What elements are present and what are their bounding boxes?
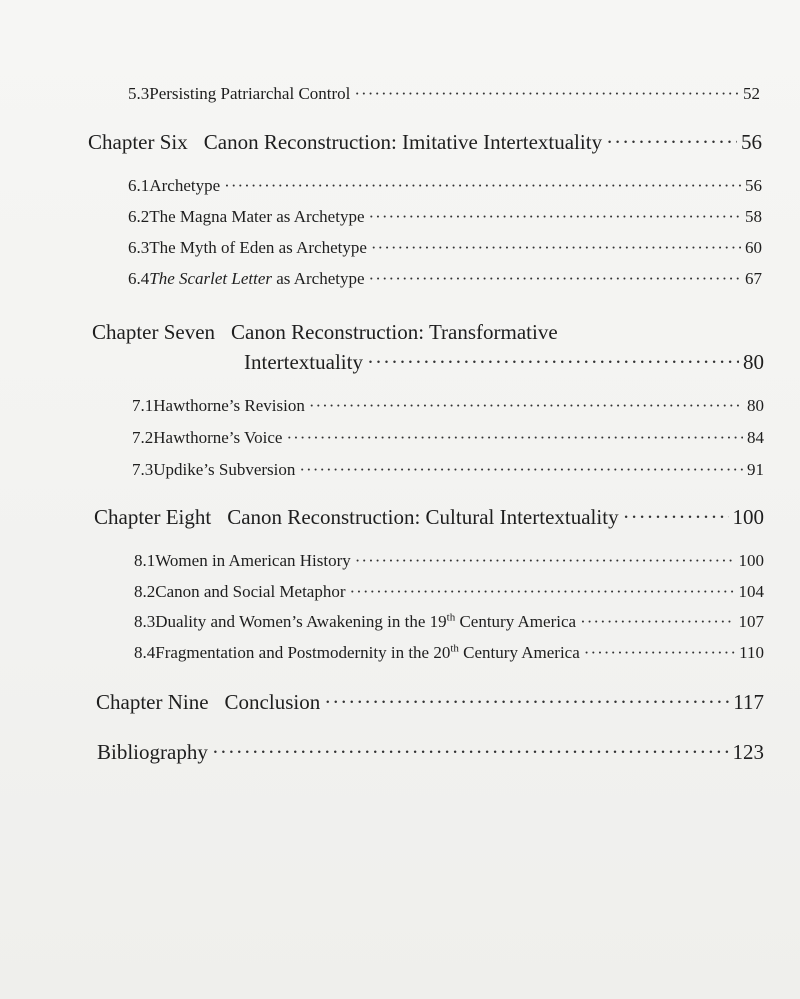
section-title: Hawthorne’s Revision [153, 396, 305, 415]
section-number: 7.1 [132, 396, 154, 415]
section-title [149, 269, 364, 289]
toc-entry-8-3 [134, 612, 764, 632]
leader-dots [224, 176, 741, 196]
page-number: 84 [747, 428, 764, 447]
section-number: 8.1 [134, 551, 156, 570]
chapter-title-line2: Intertextuality [244, 350, 363, 374]
leader-dots [623, 505, 729, 530]
leader-dots [350, 582, 735, 602]
section-number: 7.3 [132, 460, 154, 479]
page-number: 104 [738, 582, 764, 601]
leader-dots [584, 643, 735, 663]
section-number: 5.3 [128, 84, 150, 103]
toc-entry-8-1 [134, 551, 764, 571]
chapter-label: Chapter Six [88, 130, 188, 154]
chapter-label: Chapter Seven [92, 320, 216, 344]
page-number: 67 [745, 269, 762, 288]
toc-chapter-seven-line1 [92, 320, 764, 345]
section-title: The Myth of Eden as Archetype [149, 238, 367, 257]
page-number: 60 [745, 238, 762, 257]
page-number: 56 [741, 130, 762, 154]
leader-dots [369, 269, 741, 289]
leader-dots [355, 551, 735, 571]
section-title: The Magna Mater as Archetype [149, 207, 365, 226]
toc-entry-6-1 [128, 176, 762, 196]
chapter-label: Chapter Nine [96, 690, 209, 714]
chapter-title-line1: Canon Reconstruction: Transformative [231, 320, 558, 344]
toc-entry-8-2 [134, 582, 764, 602]
section-title-rest: as Archetype [272, 269, 365, 288]
toc-chapter-nine [96, 690, 764, 715]
section-title-part-a: Duality and Women’s Awakening in the 19 [155, 612, 447, 631]
chapter-title: Canon Reconstruction: Imitative Intertextuality [203, 130, 603, 154]
section-title: Persisting Patriarchal Control [149, 84, 351, 103]
page-number: 80 [747, 396, 764, 415]
toc-chapter-seven-line2 [244, 350, 764, 375]
leader-dots [324, 690, 729, 715]
toc-entry-6-4 [128, 269, 762, 289]
leader-dots [371, 238, 741, 258]
page-number: 58 [745, 207, 762, 226]
section-number: 7.2 [132, 428, 154, 447]
section-title: Archetype [149, 176, 221, 195]
section-number: 6.1 [128, 176, 150, 195]
section-title-part-a: Fragmentation and Postmodernity in the 20 [155, 643, 451, 662]
toc-chapter-eight [94, 505, 764, 530]
leader-dots [309, 396, 743, 416]
section-title: Canon and Social Metaphor [155, 582, 346, 601]
leader-dots [606, 130, 737, 155]
section-title: Updike’s Subversion [153, 460, 296, 479]
section-number: 6.3 [128, 238, 150, 257]
section-number: 6.4 [128, 269, 150, 288]
toc-entry-7-1 [132, 396, 764, 416]
toc-entry-7-3 [132, 460, 764, 480]
page-number: 80 [743, 350, 764, 374]
section-title-part-b: Century America [458, 643, 580, 662]
book-title-italic: The Scarlet Letter [149, 269, 273, 288]
leader-dots [354, 84, 739, 104]
section-title-part-b: Century America [455, 612, 577, 631]
chapter-title: Canon Reconstruction: Cultural Intertextuality [227, 505, 619, 529]
toc-entry-8-4 [134, 643, 764, 663]
page-number: 110 [739, 643, 764, 662]
section-title: Hawthorne’s Voice [153, 428, 283, 447]
leader-dots [367, 350, 739, 375]
ordinal-suffix: th [446, 611, 456, 624]
toc-entry-5-3 [128, 84, 760, 104]
page-number: 52 [743, 84, 760, 103]
bibliography-title: Bibliography [97, 740, 208, 764]
section-title [155, 643, 580, 663]
page-number: 123 [732, 740, 764, 764]
section-title: Women in American History [155, 551, 351, 570]
page-number: 100 [732, 505, 764, 529]
leader-dots [286, 428, 743, 448]
page-number: 107 [738, 612, 764, 631]
leader-dots [369, 207, 742, 227]
toc-chapter-six [88, 130, 762, 155]
chapter-label: Chapter Eight [94, 505, 212, 529]
section-number: 8.2 [134, 582, 156, 601]
page-number: 100 [738, 551, 764, 570]
leader-dots [212, 740, 729, 765]
ordinal-suffix: th [450, 642, 459, 655]
section-number: 8.3 [134, 612, 156, 631]
leader-dots [299, 460, 743, 480]
toc-entry-6-2 [128, 207, 762, 227]
leader-dots [580, 612, 734, 632]
page-number: 117 [733, 690, 764, 714]
page-number: 91 [747, 460, 764, 479]
toc-entry-7-2 [132, 428, 764, 448]
page-number: 56 [745, 176, 762, 195]
section-number: 8.4 [134, 643, 156, 662]
section-title [155, 612, 576, 632]
toc-entry-6-3 [128, 238, 762, 258]
section-number: 6.2 [128, 207, 150, 226]
toc-bibliography [97, 740, 764, 765]
chapter-title: Conclusion [224, 690, 321, 714]
